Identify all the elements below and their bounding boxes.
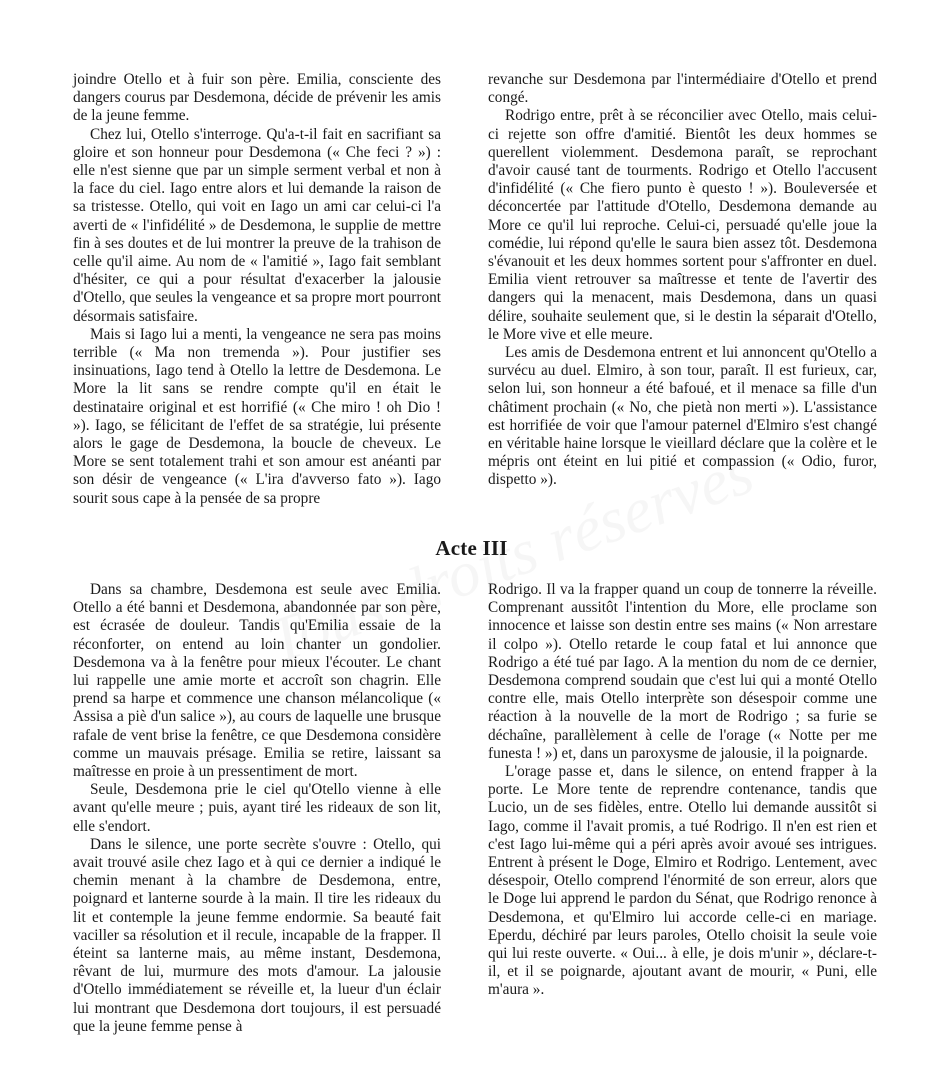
paragraph: revanche sur Desdemona par l'intermédiaire d'Otello et prend congé. bbox=[488, 71, 877, 107]
top-right-column bbox=[488, 71, 877, 490]
section-heading: Acte III bbox=[435, 536, 508, 560]
paragraph: Les amis de Desdemona entrent et lui annoncent qu'Otello a survécu au duel. Elmiro, à son tour, paraît. Il est furieux, car, selon lui, son honneur a été bafoué, et il menace sa fille d'un châtiment prochain (« No, che pietà non merti »). L'assistance est horrifiée de voir que l'amour paternel d'Elmiro s'est changé en véritable haine lorsque le vieillard déclare que la colère et le mépris ont éteint en lui pitié et compassion (« Odio, furor, dispetto »). bbox=[488, 344, 877, 489]
paragraph: joindre Otello et à fuir son père. Emilia, consciente des dangers courus par Desdemona, décide de prévenir les amis de la jeune femme. bbox=[73, 71, 441, 125]
bottom-right-column bbox=[488, 581, 877, 1000]
paragraph: Rodrigo. Il va la frapper quand un coup de tonnerre la réveille. Comprenant aussitôt l'intention du More, elle proclame son innocence et laisse son destin entre ses mains (« Non arrestare il colpo »). Otello retarde le coup fatal et lui annonce que Rodrigo a été tué par Iago. A la mention du nom de ce dernier, Desdemona comprend soudain que c'est lui qui a monté Otello contre elle, mais Otello interprète son désespoir comme une réaction à la nouvelle de la mort de Rodrigo ; sa furie se déchaîne, parallèlement à celle de l'orage (« Notte per me funesta ! ») et, dans un paroxysme de jalousie, il la poignarde. bbox=[488, 581, 877, 762]
top-left-column bbox=[73, 71, 441, 508]
paragraph: Dans le silence, une porte secrète s'ouvre : Otello, qui avait trouvé asile chez Iago et à qui ce dernier a indiqué le chemin menant à la chambre de Desdemona, entre, poignard et lanterne sourde à la main. Il tire les rideaux du lit et contemple la jeune femme endormie. Sa beauté fait vaciller sa résolution et il recule, incapable de la frapper. Il éteint sa lanterne mais, au même instant, Desdemona, rêvant de lui, murmure des mots d'amour. La jalousie d'Otello immédiatement se réveille et, la lueur d'un éclair lui montrant que Desdemona dort toujours, il est persuadé que la jeune femme pense à bbox=[73, 835, 441, 1035]
paragraph: Rodrigo entre, prêt à se réconcilier avec Otello, mais celui-ci rejette son offre d'amitié. Bientôt les deux hommes se querellent violemment. Desdemona paraît, se reprochant d'avoir causé tant de tourments. Rodrigo et Otello l'accusent d'infidélité (« Che fiero punto è questo ! »). Bouleversée et déconcertée par l'attitude d'Otello, Desdemona demande au More ce qu'il lui reproche. Celui-ci, persuadé qu'elle joue la comédie, lui répond qu'elle le saura bien assez tôt. Desdemona s'évanouit et les deux hommes sortent pour s'affronter en duel. Emilia vient retrouver sa maîtresse et tente de l'avertir des dangers qui la menacent, mais Desdemona, dans un quasi délire, souhaite seulement que, si le destin la séparait d'Otello, le More vive et elle meure. bbox=[488, 107, 877, 343]
paragraph: L'orage passe et, dans le silence, on entend frapper à la porte. Le More tente de reprendre contenance, tandis que Lucio, un de ses fidèles, entre. Otello lui demande aussitôt si Iago, comme il l'avait promis, a tué Rodrigo. Il n'en est rien et c'est Iago lui-même qui a péri après avoir avoué ses intrigues. Entrent à présent le Doge, Elmiro et Rodrigo. Lentement, avec désespoir, Otello comprend l'énormité de son erreur, alors que le Doge lui apprend le pardon du Sénat, que Rodrigo renonce à Desdemona, et qu'Elmiro lui accorde celle-ci en mariage. Eperdu, déchiré par leurs paroles, Otello choisit la seule voie qui lui reste ouverte. « Oui... à elle, je dois m'unir », déclare-t-il, et il se poignarde, ajoutant avant de mourir, « Puni, elle m'aura ». bbox=[488, 763, 877, 999]
bottom-left-column bbox=[73, 581, 441, 1036]
paragraph: Dans sa chambre, Desdemona est seule avec Emilia. Otello a été banni et Desdemona, abandonnée par son père, est écrasée de douleur. Tandis qu'Emilia essaie de la réconforter, on entend au loin chanter un gondolier. Desdemona va à la fenêtre pour mieux l'écouter. Le chant lui rappelle une amie morte et accroît son chagrin. Elle prend sa harpe et commence une chanson mélancolique (« Assisa a piè d'un salice »), au cours de laquelle une brusque rafale de vent brise la fenêtre, ce que Desdemona considère comme un mauvais présage. Emilia se retire, laissant sa maîtresse en proie à un pressentiment de mort. bbox=[73, 581, 441, 781]
paragraph: Mais si Iago lui a menti, la vengeance ne sera pas moins terrible (« Ma non tremenda »). Pour justifier ses insinuations, Iago tend à Otello la lettre de Desdemona. Le More la lit sans se rendre compte qu'il en était le destinataire original et est horrifié (« Che miro ! oh Dio ! »). Iago, se félicitant de l'effet de sa stratégie, lui présente alors le gage de Desdemona, la boucle de cheveux. Le More se sent totalement trahi et son amour est anéanti par son désir de vengeance (« L'ira d'avverso fato »). Iago sourit sous cape à la pensée de sa propre bbox=[73, 325, 441, 507]
paragraph: Seule, Desdemona prie le ciel qu'Otello vienne à elle avant qu'elle meure ; puis, ayant tiré les rideaux de son lit, elle s'endort. bbox=[73, 781, 441, 835]
paragraph: Chez lui, Otello s'interroge. Qu'a-t-il fait en sacrifiant sa gloire et son honneur pour Desdemona (« Che feci ? ») : elle n'est sienne que par un simple serment verbal et non à la face du ciel. Iago entre alors et lui demande la raison de sa tristesse. Otello, qui voit en Iago un ami car celui-ci l'a averti de « l'infidélité » de Desdemona, le supplie de mettre fin à ses doutes et de lui montrer la preuve de la trahison de celle qu'il aime. Au nom de « l'amitié », Iago fait semblant d'hésiter, ce qui a pour résultat d'exacerber la jalousie d'Otello, que seules la vengeance et sa propre mort pourront désormais satisfaire. bbox=[73, 125, 441, 325]
